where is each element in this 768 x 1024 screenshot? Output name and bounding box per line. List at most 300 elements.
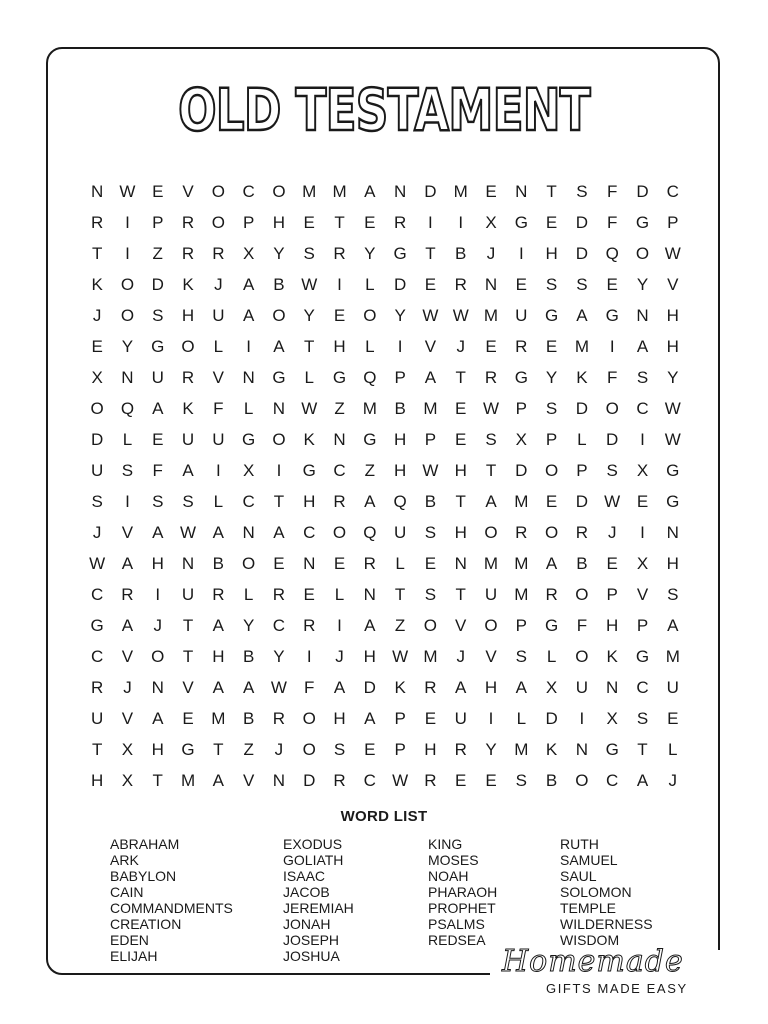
grid-letter: U xyxy=(91,461,104,480)
grid-letter: L xyxy=(365,337,375,356)
grid-letter: W xyxy=(604,492,621,511)
grid-letter: E xyxy=(485,337,497,356)
grid-letter: M xyxy=(180,771,196,790)
grid-letter: S xyxy=(485,430,497,449)
word-list-item: WILDERNESS xyxy=(560,916,653,932)
grid-letter: N xyxy=(636,306,649,325)
grid-letter: H xyxy=(303,492,316,511)
grid-letter: V xyxy=(182,678,194,697)
grid-letter: Q xyxy=(605,244,619,263)
grid-letter: S xyxy=(576,275,588,294)
word-list-column-1 xyxy=(110,836,233,964)
grid-letter: D xyxy=(515,461,528,480)
grid-letter: E xyxy=(545,492,558,511)
grid-letter: S xyxy=(667,585,679,604)
grid-letter: P xyxy=(424,430,437,449)
grid-letter: X xyxy=(545,678,558,697)
grid-letter: H xyxy=(666,554,679,573)
grid-letter: E xyxy=(455,430,467,449)
logo-script-text: Homemade xyxy=(502,944,684,979)
grid-letter: Y xyxy=(364,244,376,263)
grid-letter: Z xyxy=(364,461,376,480)
grid-letter: Q xyxy=(120,399,135,418)
grid-letter: G xyxy=(393,244,407,263)
grid-letter: Y xyxy=(303,306,315,325)
grid-letter: J xyxy=(274,740,284,759)
word-list-item: RUTH xyxy=(560,836,599,852)
grid-letter: D xyxy=(393,275,407,294)
grid-letter: X xyxy=(121,771,134,790)
grid-letter: K xyxy=(606,647,618,666)
grid-letter: O xyxy=(484,523,498,542)
word-list-item: BABYLON xyxy=(110,868,177,884)
grid-letter: H xyxy=(666,337,679,356)
grid-letter: W xyxy=(180,523,197,542)
grid-letter: N xyxy=(515,182,528,201)
grid-letter: Z xyxy=(243,740,254,759)
grid-letter: V xyxy=(242,771,255,790)
grid-letter: E xyxy=(303,585,315,604)
grid-letter: B xyxy=(394,399,406,418)
grid-letter: A xyxy=(242,275,255,294)
grid-letter: R xyxy=(545,585,558,604)
grid-letter: I xyxy=(276,461,282,480)
grid-letter: R xyxy=(91,678,104,697)
grid-letter: W xyxy=(270,678,287,697)
grid-letter: O xyxy=(575,771,589,790)
grid-letter: S xyxy=(545,399,558,418)
grid-letter: G xyxy=(635,647,650,666)
grid-letter: G xyxy=(514,368,528,387)
grid-letter: U xyxy=(151,368,164,387)
grid-letter: O xyxy=(575,585,589,604)
grid-letter: E xyxy=(364,740,376,759)
word-list-item: JACOB xyxy=(283,884,330,900)
word-list-item: TEMPLE xyxy=(560,900,617,916)
grid-letter: C xyxy=(636,399,649,418)
word-list-item: CAIN xyxy=(110,884,144,900)
grid-letter: S xyxy=(424,523,437,542)
grid-letter: X xyxy=(121,740,134,759)
grid-letter: F xyxy=(213,399,224,418)
grid-letter: R xyxy=(393,213,407,232)
word-list-item: NOAH xyxy=(428,868,469,884)
grid-letter: B xyxy=(455,244,467,263)
grid-letter: M xyxy=(423,399,438,418)
grid-letter: P xyxy=(515,399,527,418)
grid-letter: H xyxy=(333,337,346,356)
grid-letter: D xyxy=(575,213,589,232)
grid-letter: H xyxy=(545,244,558,263)
grid-letter: Y xyxy=(636,275,649,294)
grid-letter: W xyxy=(664,430,681,449)
grid-letter: W xyxy=(119,182,136,201)
grid-letter: W xyxy=(392,771,409,790)
logo-tagline: GIFTS MADE EASY xyxy=(546,981,688,996)
grid-letter: G xyxy=(605,306,619,325)
grid-letter: V xyxy=(121,523,134,542)
grid-letter: X xyxy=(242,244,255,263)
grid-letter: G xyxy=(514,213,528,232)
grid-letter: L xyxy=(516,709,527,728)
grid-letter: I xyxy=(215,461,221,480)
grid-letter: N xyxy=(181,554,195,573)
grid-letter: A xyxy=(121,616,134,635)
grid-letter: I xyxy=(155,585,161,604)
grid-letter: P xyxy=(394,740,406,759)
grid-letter: T xyxy=(152,771,163,790)
grid-letter: F xyxy=(152,461,163,480)
grid-letter: O xyxy=(211,182,225,201)
grid-letter: E xyxy=(303,213,315,232)
grid-letter: I xyxy=(337,275,342,294)
grid-letter: E xyxy=(424,709,437,728)
grid-letter: J xyxy=(92,523,102,542)
grid-letter: N xyxy=(363,585,376,604)
grid-letter: O xyxy=(90,399,104,418)
grid-letter: C xyxy=(242,182,255,201)
grid-letter: A xyxy=(545,554,558,573)
grid-letter: S xyxy=(424,585,437,604)
grid-letter: L xyxy=(365,275,375,294)
grid-letter: R xyxy=(181,368,195,387)
grid-letter: A xyxy=(364,182,376,201)
grid-letter: A xyxy=(667,616,679,635)
grid-letter: A xyxy=(424,368,437,387)
grid-letter: N xyxy=(575,740,589,759)
grid-letter: C xyxy=(606,771,619,790)
grid-letter: T xyxy=(91,740,103,759)
grid-letter: G xyxy=(151,337,165,356)
grid-letter: E xyxy=(545,213,558,232)
grid-letter: E xyxy=(485,182,497,201)
grid-letter: W xyxy=(664,244,681,263)
grid-letter: O xyxy=(272,182,286,201)
grid-letter: G xyxy=(302,461,316,480)
grid-letter: C xyxy=(91,585,104,604)
grid-letter: S xyxy=(152,306,164,325)
grid-letter: K xyxy=(91,275,103,294)
grid-letter: V xyxy=(121,647,134,666)
grid-letter: U xyxy=(515,306,528,325)
grid-letter: R xyxy=(575,523,589,542)
grid-letter: I xyxy=(458,213,464,232)
grid-letter: G xyxy=(90,616,104,635)
grid-letter: S xyxy=(152,492,164,511)
grid-letter: W xyxy=(301,275,318,294)
grid-letter: H xyxy=(666,306,679,325)
grid-letter: N xyxy=(484,275,498,294)
grid-letter: V xyxy=(121,709,134,728)
grid-letter: H xyxy=(484,678,498,697)
word-list-item: GOLIATH xyxy=(283,852,344,868)
grid-letter: O xyxy=(484,616,498,635)
grid-letter: U xyxy=(454,709,467,728)
grid-letter: L xyxy=(122,430,133,449)
grid-letter: R xyxy=(424,771,437,790)
grid-letter: F xyxy=(607,213,618,232)
grid-letter: R xyxy=(363,554,376,573)
grid-letter: E xyxy=(455,771,467,790)
word-list-item: REDSEA xyxy=(428,932,486,948)
grid-letter: G xyxy=(242,430,256,449)
grid-letter: W xyxy=(482,399,500,418)
grid-letter: T xyxy=(394,585,406,604)
grid-letter: E xyxy=(333,554,346,573)
grid-letter: L xyxy=(213,337,224,356)
grid-letter: N xyxy=(606,678,619,697)
grid-letter: L xyxy=(243,585,254,604)
grid-letter: R xyxy=(424,678,437,697)
word-list-item: CREATION xyxy=(110,916,182,932)
grid-letter: O xyxy=(302,740,316,759)
grid-letter: Q xyxy=(363,523,377,542)
grid-letter: J xyxy=(92,306,102,325)
grid-letter: D xyxy=(303,771,316,790)
grid-letter: P xyxy=(545,430,558,449)
grid-letter: H xyxy=(606,616,619,635)
grid-letter: L xyxy=(243,399,254,418)
grid-letter: A xyxy=(636,337,649,356)
word-list-item: COMMANDMENTS xyxy=(110,900,233,916)
grid-letter: X xyxy=(606,709,618,728)
grid-letter: K xyxy=(576,368,588,387)
grid-letter: R xyxy=(272,585,286,604)
grid-letter: I xyxy=(579,709,585,728)
grid-letter: J xyxy=(153,616,162,635)
grid-letter: T xyxy=(213,740,224,759)
grid-letter: G xyxy=(363,430,377,449)
grid-letter: A xyxy=(152,709,164,728)
grid-letter: V xyxy=(636,585,649,604)
grid-letter: N xyxy=(151,678,164,697)
grid-letter: P xyxy=(606,585,618,604)
grid-letter: E xyxy=(91,337,103,356)
word-list-item: SOLOMON xyxy=(560,884,632,900)
grid-letter: O xyxy=(544,523,559,542)
grid-letter: U xyxy=(212,430,225,449)
grid-letter: D xyxy=(636,182,649,201)
grid-letter: D xyxy=(545,709,558,728)
grid-letter: N xyxy=(242,368,255,387)
grid-letter: R xyxy=(121,585,134,604)
word-list-item: ARK xyxy=(110,852,139,868)
grid-letter: D xyxy=(91,430,104,449)
word-list-item: ISAAC xyxy=(283,868,326,884)
grid-letter: J xyxy=(456,337,465,356)
grid-letter: D xyxy=(151,275,164,294)
grid-letter: M xyxy=(514,740,529,759)
grid-letter: Y xyxy=(121,337,134,356)
grid-letter: M xyxy=(332,182,347,201)
grid-letter: I xyxy=(428,213,433,232)
word-list-item: WISDOM xyxy=(560,932,620,948)
grid-letter: E xyxy=(667,709,679,728)
grid-letter: A xyxy=(121,554,134,573)
grid-letter: Q xyxy=(393,492,407,511)
grid-letter: A xyxy=(485,492,497,511)
word-list-item: PSALMS xyxy=(428,916,485,932)
word-list-item: KING xyxy=(428,836,463,852)
grid-letter: I xyxy=(518,244,524,263)
grid-letter: A xyxy=(152,523,164,542)
grid-letter: P xyxy=(394,709,406,728)
word-list-item: PHARAOH xyxy=(428,884,498,900)
grid-letter: D xyxy=(424,182,437,201)
grid-letter: W xyxy=(89,554,106,573)
grid-letter: O xyxy=(242,554,256,573)
grid-letter: M xyxy=(362,399,377,418)
grid-letter: L xyxy=(334,585,345,604)
grid-letter: L xyxy=(546,647,557,666)
grid-letter: R xyxy=(515,523,528,542)
word-list-item: PROPHET xyxy=(428,900,496,916)
grid-letter: E xyxy=(424,275,437,294)
grid-letter: W xyxy=(392,647,409,666)
grid-letter: K xyxy=(303,430,315,449)
grid-letter: C xyxy=(242,492,255,511)
grid-letter: A xyxy=(242,678,255,697)
grid-letter: S xyxy=(121,461,134,480)
grid-letter: L xyxy=(668,740,678,759)
grid-letter: W xyxy=(301,399,318,418)
grid-letter: T xyxy=(455,585,466,604)
grid-letter: F xyxy=(607,368,618,387)
grid-letter: S xyxy=(333,740,346,759)
grid-letter: V xyxy=(455,616,467,635)
grid-letter: J xyxy=(214,275,223,294)
grid-letter: X xyxy=(485,213,497,232)
grid-letter: O xyxy=(575,647,589,666)
grid-letter: O xyxy=(635,244,650,263)
grid-letter: L xyxy=(395,554,405,573)
grid-letter: M xyxy=(514,585,529,604)
grid-letter: Y xyxy=(242,616,255,635)
grid-letter: L xyxy=(213,492,224,511)
grid-letter: O xyxy=(272,306,286,325)
homemade-logo xyxy=(490,944,720,1000)
grid-letter: G xyxy=(181,740,195,759)
grid-letter: I xyxy=(125,492,130,511)
grid-letter: X xyxy=(636,554,649,573)
grid-letter: A xyxy=(364,492,376,511)
grid-letter: N xyxy=(666,523,679,542)
grid-letter: N xyxy=(333,430,346,449)
grid-letter: H xyxy=(151,740,164,759)
word-list-item: JOSEPH xyxy=(283,932,340,948)
grid-letter: J xyxy=(668,771,678,790)
grid-letter: P xyxy=(576,461,588,480)
grid-letter: P xyxy=(152,213,164,232)
grid-letter: P xyxy=(667,213,679,232)
grid-letter: F xyxy=(304,678,315,697)
grid-letter: T xyxy=(182,616,194,635)
grid-letter: A xyxy=(273,523,285,542)
grid-letter: O xyxy=(181,337,195,356)
word-list-item: MOSES xyxy=(428,852,479,868)
grid-letter: A xyxy=(273,337,285,356)
grid-letter: T xyxy=(455,368,466,387)
grid-letter: E xyxy=(333,306,346,325)
grid-letter: O xyxy=(363,306,377,325)
grid-letter: R xyxy=(181,213,195,232)
grid-letter: T xyxy=(334,213,345,232)
grid-letter: M xyxy=(514,554,529,573)
grid-letter: E xyxy=(606,554,618,573)
grid-letter: I xyxy=(640,430,645,449)
grid-letter: E xyxy=(515,275,527,294)
grid-letter: C xyxy=(303,523,316,542)
grid-letter: N xyxy=(393,182,407,201)
grid-letter: Y xyxy=(394,306,406,325)
grid-letter: B xyxy=(545,771,558,790)
grid-letter: X xyxy=(515,430,527,449)
grid-letter: N xyxy=(272,399,286,418)
grid-letter: U xyxy=(181,585,195,604)
grid-letter: S xyxy=(303,244,315,263)
grid-letter: S xyxy=(545,275,558,294)
grid-letter: J xyxy=(607,523,617,542)
grid-letter: V xyxy=(485,647,497,666)
grid-letter: A xyxy=(576,306,588,325)
grid-letter: Y xyxy=(545,368,558,387)
grid-letter: G xyxy=(544,616,559,635)
grid-letter: X xyxy=(636,461,649,480)
grid-letter: E xyxy=(152,430,164,449)
grid-letter: A xyxy=(152,399,164,418)
grid-letter: A xyxy=(182,461,194,480)
word-list-item: JOSHUA xyxy=(283,948,340,964)
grid-letter: V xyxy=(424,337,437,356)
grid-letter: D xyxy=(363,678,376,697)
grid-letter: N xyxy=(121,368,134,387)
grid-letter: G xyxy=(666,492,680,511)
word-list-item: JONAH xyxy=(283,916,331,932)
grid-letter: O xyxy=(211,213,225,232)
grid-letter: H xyxy=(333,709,346,728)
grid-letter: E xyxy=(485,771,497,790)
grid-letter: I xyxy=(306,647,312,666)
grid-letter: Y xyxy=(667,368,679,387)
grid-letter: E xyxy=(545,337,558,356)
grid-letter: I xyxy=(488,709,494,728)
word-list-item: ELIJAH xyxy=(110,948,158,964)
grid-letter: X xyxy=(242,461,255,480)
grid-letter: N xyxy=(272,771,286,790)
word-list-item: JEREMIAH xyxy=(283,900,354,916)
grid-letter: O xyxy=(423,616,438,635)
letter-grid xyxy=(82,176,688,796)
grid-letter: A xyxy=(515,678,527,697)
grid-letter: W xyxy=(422,461,439,480)
grid-letter: F xyxy=(576,616,588,635)
grid-letter: H xyxy=(212,647,225,666)
grid-letter: R xyxy=(181,244,195,263)
grid-letter: O xyxy=(332,523,347,542)
grid-letter: E xyxy=(152,182,164,201)
grid-letter: Y xyxy=(273,244,285,263)
grid-letter: H xyxy=(454,461,467,480)
grid-letter: C xyxy=(666,182,679,201)
grid-letter: C xyxy=(333,461,346,480)
grid-letter: H xyxy=(424,740,437,759)
grid-letter: G xyxy=(272,368,286,387)
grid-letter: A xyxy=(364,616,376,635)
grid-letter: M xyxy=(483,306,499,325)
grid-letter: P xyxy=(242,213,255,232)
grid-letter: T xyxy=(637,740,648,759)
grid-letter: U xyxy=(393,523,407,542)
